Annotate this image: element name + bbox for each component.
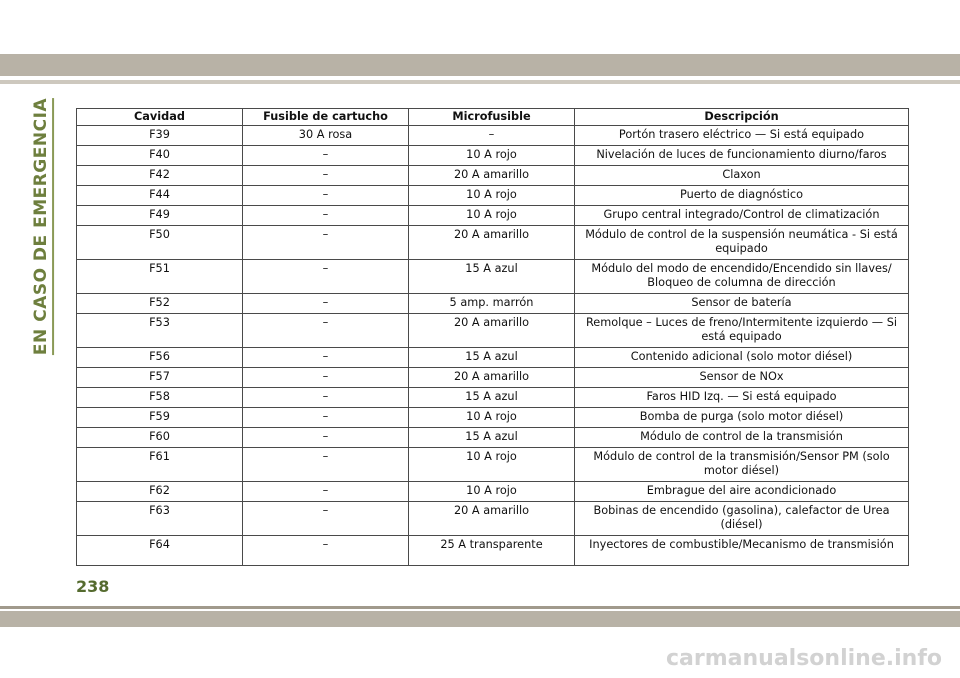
cell-cavity: F58: [77, 388, 243, 408]
cell-cavity: F64: [77, 536, 243, 566]
cell-description: Portón trasero eléctrico — Si está equipado: [575, 126, 909, 146]
cell-description: Inyectores de combustible/Mecanismo de transmisión: [575, 536, 909, 566]
cell-mini-fuse: 5 amp. marrón: [409, 294, 575, 314]
table-row: [77, 186, 909, 206]
cell-cavity: F53: [77, 314, 243, 348]
cell-cartridge-fuse: –: [243, 388, 409, 408]
cell-description: Sensor de batería: [575, 294, 909, 314]
cell-description: Módulo del modo de encendido/Encendido sin llaves/ Bloqueo de columna de dirección: [575, 260, 909, 294]
section-tab: [24, 97, 62, 355]
cell-cavity: F62: [77, 482, 243, 502]
table-row: [77, 166, 909, 186]
table-row: [77, 536, 909, 566]
header-band: [0, 54, 960, 76]
cell-cavity: F63: [77, 502, 243, 536]
table-row: [77, 226, 909, 260]
table-row: [77, 368, 909, 388]
section-tab-label: EN CASO DE EMERGENCIA: [32, 97, 55, 354]
cell-mini-fuse: 10 A rojo: [409, 206, 575, 226]
table-row: [77, 482, 909, 502]
header-cavity: Cavidad: [77, 109, 243, 126]
cell-mini-fuse: 15 A azul: [409, 428, 575, 448]
cell-cartridge-fuse: –: [243, 260, 409, 294]
table-row: [77, 502, 909, 536]
cell-cavity: F61: [77, 448, 243, 482]
cell-mini-fuse: 15 A azul: [409, 260, 575, 294]
cell-cavity: F42: [77, 166, 243, 186]
cell-description: Claxon: [575, 166, 909, 186]
table-row: [77, 294, 909, 314]
cell-cavity: F40: [77, 146, 243, 166]
cell-mini-fuse: 20 A amarillo: [409, 368, 575, 388]
watermark: carmanualsonline.info: [666, 646, 942, 671]
cell-cartridge-fuse: –: [243, 368, 409, 388]
cell-cartridge-fuse: –: [243, 428, 409, 448]
cell-cavity: F51: [77, 260, 243, 294]
cell-description: Contenido adicional (solo motor diésel): [575, 348, 909, 368]
cell-cavity: F56: [77, 348, 243, 368]
cell-mini-fuse: 10 A rojo: [409, 448, 575, 482]
cell-cavity: F39: [77, 126, 243, 146]
cell-cartridge-fuse: –: [243, 146, 409, 166]
cell-mini-fuse: –: [409, 126, 575, 146]
cell-description: Bobinas de encendido (gasolina), calefactor de Urea (diésel): [575, 502, 909, 536]
cell-cartridge-fuse: –: [243, 294, 409, 314]
cell-cartridge-fuse: –: [243, 536, 409, 566]
cell-mini-fuse: 25 A transparente: [409, 536, 575, 566]
cell-cavity: F52: [77, 294, 243, 314]
cell-description: Nivelación de luces de funcionamiento diurno/faros: [575, 146, 909, 166]
header-mini-fuse: Microfusible: [409, 109, 575, 126]
cell-mini-fuse: 10 A rojo: [409, 408, 575, 428]
table-row: [77, 206, 909, 226]
cell-description: Módulo de control de la transmisión: [575, 428, 909, 448]
cell-cartridge-fuse: –: [243, 314, 409, 348]
page-number: 238: [76, 577, 110, 596]
cell-cavity: F49: [77, 206, 243, 226]
table-row: [77, 146, 909, 166]
cell-mini-fuse: 10 A rojo: [409, 482, 575, 502]
table-row: [77, 428, 909, 448]
cell-description: Grupo central integrado/Control de climatización: [575, 206, 909, 226]
table-row: [77, 260, 909, 294]
cell-mini-fuse: 15 A azul: [409, 348, 575, 368]
cell-cartridge-fuse: –: [243, 226, 409, 260]
cell-description: Módulo de control de la transmisión/Sensor PM (solo motor diésel): [575, 448, 909, 482]
cell-mini-fuse: 20 A amarillo: [409, 502, 575, 536]
footer-rule: [0, 606, 960, 609]
table-header-row: [77, 109, 909, 126]
footer-band: [0, 611, 960, 627]
cell-mini-fuse: 20 A amarillo: [409, 314, 575, 348]
cell-description: Faros HID Izq. — Si está equipado: [575, 388, 909, 408]
cell-mini-fuse: 10 A rojo: [409, 146, 575, 166]
cell-cartridge-fuse: –: [243, 408, 409, 428]
cell-mini-fuse: 20 A amarillo: [409, 166, 575, 186]
cell-description: Puerto de diagnóstico: [575, 186, 909, 206]
cell-cartridge-fuse: –: [243, 482, 409, 502]
table-row: [77, 448, 909, 482]
cell-cavity: F59: [77, 408, 243, 428]
header-cartridge-fuse: Fusible de cartucho: [243, 109, 409, 126]
cell-description: Remolque – Luces de freno/Intermitente izquierdo — Si está equipado: [575, 314, 909, 348]
cell-cartridge-fuse: 30 A rosa: [243, 126, 409, 146]
table-row: [77, 408, 909, 428]
cell-cavity: F57: [77, 368, 243, 388]
cell-cavity: F50: [77, 226, 243, 260]
header-description: Descripción: [575, 109, 909, 126]
cell-cavity: F60: [77, 428, 243, 448]
cell-cartridge-fuse: –: [243, 502, 409, 536]
cell-mini-fuse: 20 A amarillo: [409, 226, 575, 260]
table-row: [77, 314, 909, 348]
fuse-table: [76, 108, 909, 566]
cell-mini-fuse: 15 A azul: [409, 388, 575, 408]
cell-cavity: F44: [77, 186, 243, 206]
cell-description: Módulo de control de la suspensión neumática - Si está equipado: [575, 226, 909, 260]
cell-description: Bomba de purga (solo motor diésel): [575, 408, 909, 428]
header-rule: [0, 80, 960, 84]
cell-cartridge-fuse: –: [243, 166, 409, 186]
cell-cartridge-fuse: –: [243, 448, 409, 482]
table-row: [77, 348, 909, 368]
table-row: [77, 126, 909, 146]
cell-description: Embrague del aire acondicionado: [575, 482, 909, 502]
cell-mini-fuse: 10 A rojo: [409, 186, 575, 206]
cell-cartridge-fuse: –: [243, 186, 409, 206]
cell-cartridge-fuse: –: [243, 206, 409, 226]
cell-description: Sensor de NOx: [575, 368, 909, 388]
table-row: [77, 388, 909, 408]
cell-cartridge-fuse: –: [243, 348, 409, 368]
